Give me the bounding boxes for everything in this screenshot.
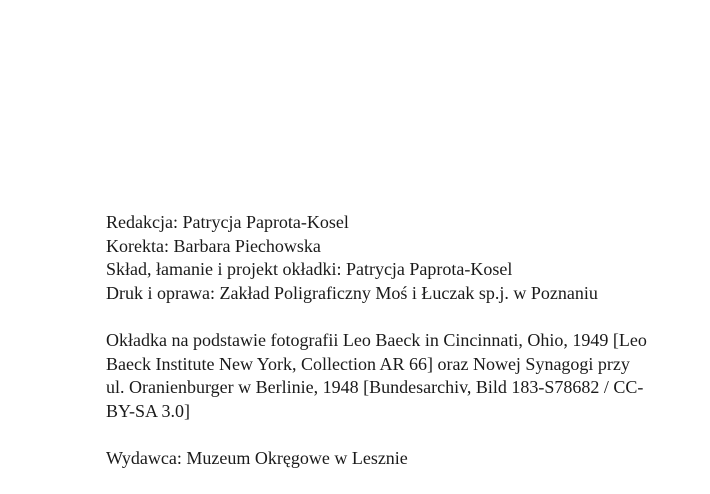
- credit-printing: Druk i oprawa: Zakład Poligraficzny Moś i Łuczak sp.j. w Poznaniu: [106, 282, 598, 303]
- cover-note-line: Baeck Institute New York, Collection AR 66] oraz Nowej Synagogi przy: [106, 353, 630, 374]
- cover-note-line: Okładka na podstawie fotografii Leo Baeck in Cincinnati, Ohio, 1949 [Leo: [106, 329, 647, 350]
- publisher-block: [106, 447, 636, 471]
- cover-note-line: BY-SA 3.0]: [106, 400, 191, 421]
- credit-typesetting: Skład, łamanie i projekt okładki: Patrycja Paprota-Kosel: [106, 259, 513, 280]
- publisher-line: Wydawca: Muzeum Okręgowe w Lesznie: [106, 447, 408, 468]
- cover-note-block: [106, 329, 647, 423]
- cover-note-line: ul. Oranienburger w Berlinie, 1948 [Bundesarchiv, Bild 183-S78682 / CC-: [106, 377, 644, 398]
- credit-proofreading: Korekta: Barbara Piechowska: [106, 235, 321, 256]
- credits-block: [106, 211, 636, 305]
- credit-editor: Redakcja: Patrycja Paprota-Kosel: [106, 212, 349, 232]
- imprint-text: [106, 211, 647, 494]
